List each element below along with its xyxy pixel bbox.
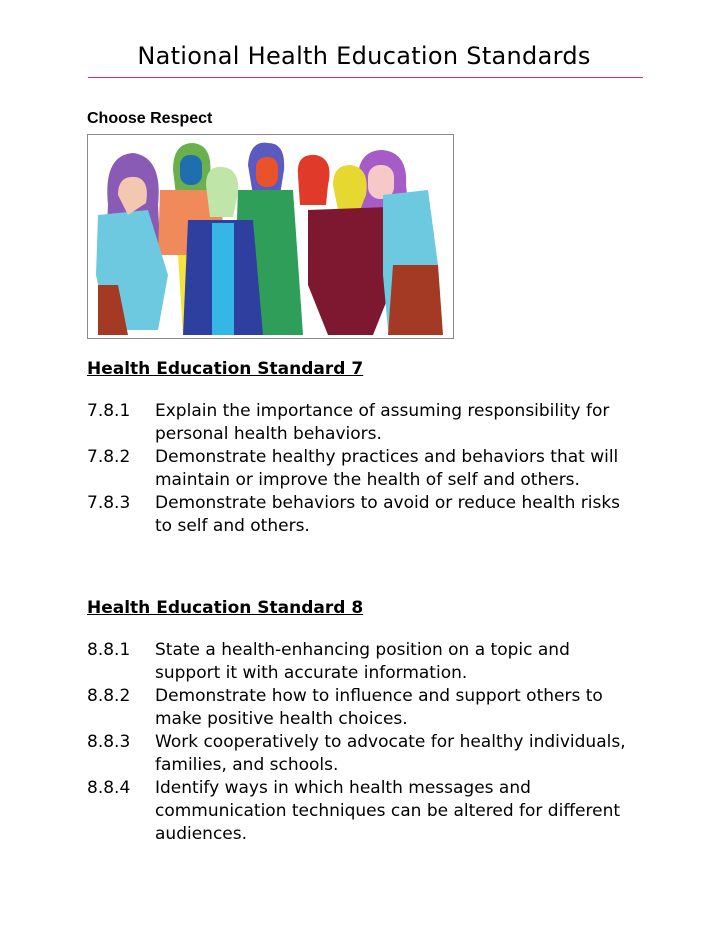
list-item [87, 777, 635, 846]
list-item [87, 731, 635, 777]
section-heading: Health Education Standard 7 [87, 359, 364, 379]
figure-red-hair [298, 155, 330, 205]
list-item [87, 446, 635, 492]
item-text: Demonstrate how to influence and support others to make positive health choices. [155, 686, 603, 729]
figure-maroon-sweater [308, 207, 393, 335]
list-item [87, 685, 635, 731]
item-number: 8.8.3 [87, 732, 131, 752]
item-text: Work cooperatively to advocate for healthy individuals, families, and schools. [155, 732, 626, 775]
item-text: Demonstrate behaviors to avoid or reduce health risks to self and others. [155, 493, 621, 536]
page-title: National Health Education Standards [137, 42, 591, 70]
section-heading: Health Education Standard 8 [87, 598, 364, 618]
item-number: 8.8.2 [87, 686, 131, 706]
standard-7-section [87, 358, 635, 538]
item-number: 8.8.1 [87, 640, 131, 660]
list-item [87, 492, 635, 538]
list-item [87, 400, 635, 446]
standard-8-section [87, 597, 635, 846]
item-number: 7.8.1 [87, 401, 131, 421]
item-text: Explain the importance of assuming responsibility for personal health behaviors. [155, 401, 610, 444]
item-number: 7.8.3 [87, 493, 131, 513]
item-text: Demonstrate healthy practices and behaviors that will maintain or improve the health of self and others. [155, 447, 619, 490]
title-divider [88, 77, 643, 78]
item-number: 7.8.2 [87, 447, 131, 467]
page-subtitle: Choose Respect [87, 110, 213, 127]
figure-yellow-hair [333, 165, 367, 210]
item-text: State a health-enhancing position on a topic and support it with accurate information. [155, 640, 570, 683]
figure-brown-pants [388, 265, 443, 335]
item-number: 8.8.4 [87, 778, 131, 798]
item-text: Identify ways in which health messages and communication techniques can be altered for different audiences. [155, 778, 621, 844]
list-item [87, 639, 635, 685]
group-of-people-illustration [87, 134, 454, 339]
